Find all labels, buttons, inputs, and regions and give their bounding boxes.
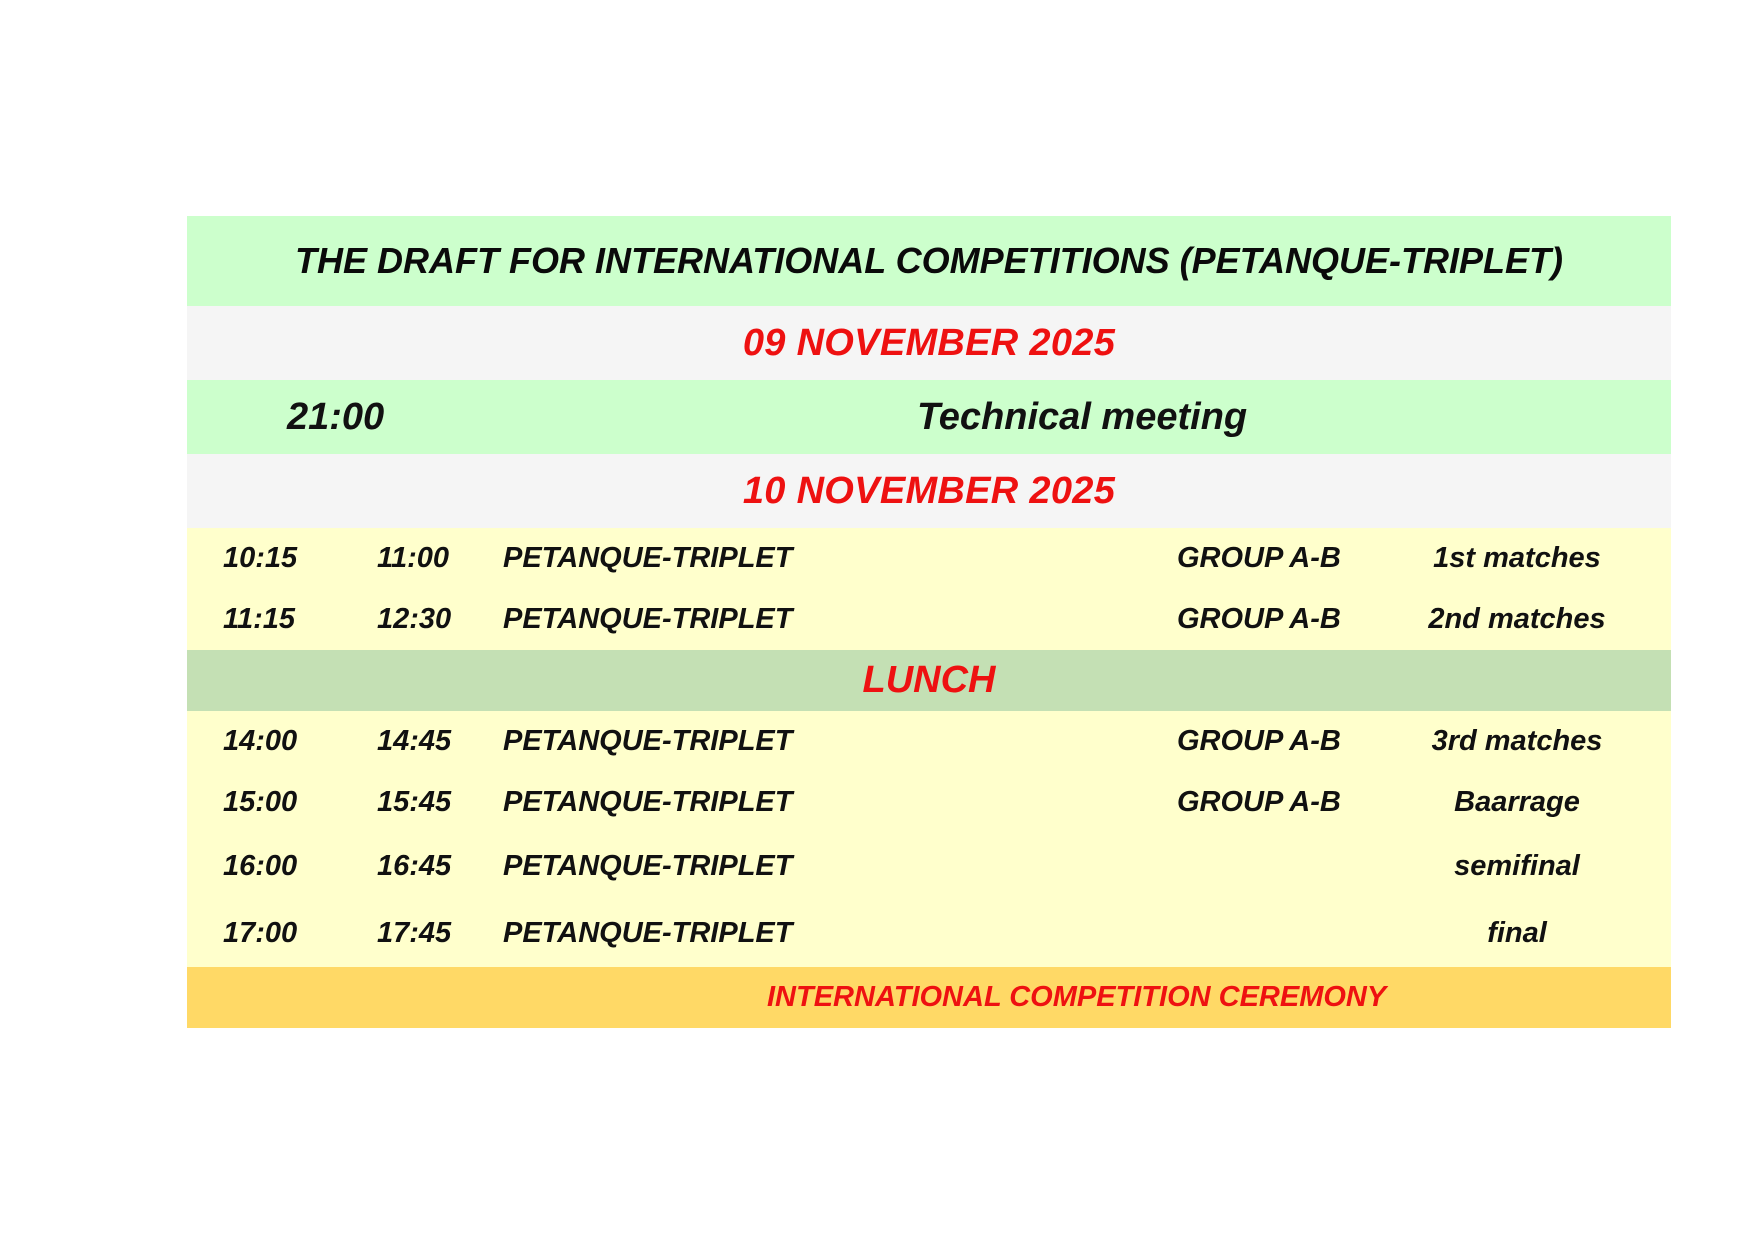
- day2-date: 10 NOVEMBER 2025: [742, 469, 1116, 512]
- end-time: 14:45: [377, 725, 452, 757]
- start-time: 17:00: [223, 917, 298, 949]
- day1-date: 09 NOVEMBER 2025: [742, 321, 1116, 364]
- match-note: 2nd matches: [1428, 603, 1606, 635]
- lunch-label: LUNCH: [862, 659, 996, 701]
- match-note: 3rd matches: [1431, 725, 1603, 757]
- group-label: GROUP A-B: [1177, 786, 1341, 818]
- lunch-row: [187, 650, 1671, 711]
- meeting-time: 21:00: [287, 395, 385, 438]
- end-time: 12:30: [377, 603, 452, 635]
- ceremony-label: INTERNATIONAL COMPETITION CEREMONY: [767, 981, 1387, 1013]
- table-row: [187, 528, 1671, 589]
- match-note: 1st matches: [1433, 542, 1601, 574]
- technical-meeting-row: [187, 380, 1671, 454]
- ceremony-row: [187, 967, 1671, 1028]
- end-time: 17:45: [377, 917, 452, 949]
- table-row: [187, 589, 1671, 650]
- start-time: 10:15: [223, 542, 298, 574]
- start-time: 14:00: [223, 725, 298, 757]
- match-note: Baarrage: [1454, 786, 1580, 818]
- event-name: PETANQUE-TRIPLET: [503, 542, 793, 574]
- event-name: PETANQUE-TRIPLET: [503, 603, 793, 635]
- end-time: 15:45: [377, 786, 452, 818]
- event-name: PETANQUE-TRIPLET: [503, 917, 793, 949]
- start-time: 16:00: [223, 850, 298, 882]
- meeting-label: Technical meeting: [917, 395, 1248, 438]
- table-row: [187, 772, 1671, 833]
- schedule-title: THE DRAFT FOR INTERNATIONAL COMPETITIONS (PETANQUE-TRIPLET): [295, 240, 1563, 281]
- table-row: [187, 833, 1671, 900]
- group-label: GROUP A-B: [1177, 603, 1341, 635]
- start-time: 11:15: [223, 603, 296, 635]
- table-row: [187, 711, 1671, 772]
- event-name: PETANQUE-TRIPLET: [503, 786, 793, 818]
- group-label: GROUP A-B: [1177, 542, 1341, 574]
- event-name: PETANQUE-TRIPLET: [503, 725, 793, 757]
- schedule-table: [187, 216, 1671, 1028]
- match-note: final: [1487, 917, 1547, 949]
- start-time: 15:00: [223, 786, 298, 818]
- event-name: PETANQUE-TRIPLET: [503, 850, 793, 882]
- table-row: [187, 900, 1671, 967]
- end-time: 16:45: [377, 850, 452, 882]
- day1-date-row: [187, 306, 1671, 380]
- end-time: 11:00: [377, 542, 450, 574]
- group-label: GROUP A-B: [1177, 725, 1341, 757]
- day2-date-row: [187, 454, 1671, 528]
- title-row: [187, 216, 1671, 306]
- match-note: semifinal: [1454, 850, 1580, 882]
